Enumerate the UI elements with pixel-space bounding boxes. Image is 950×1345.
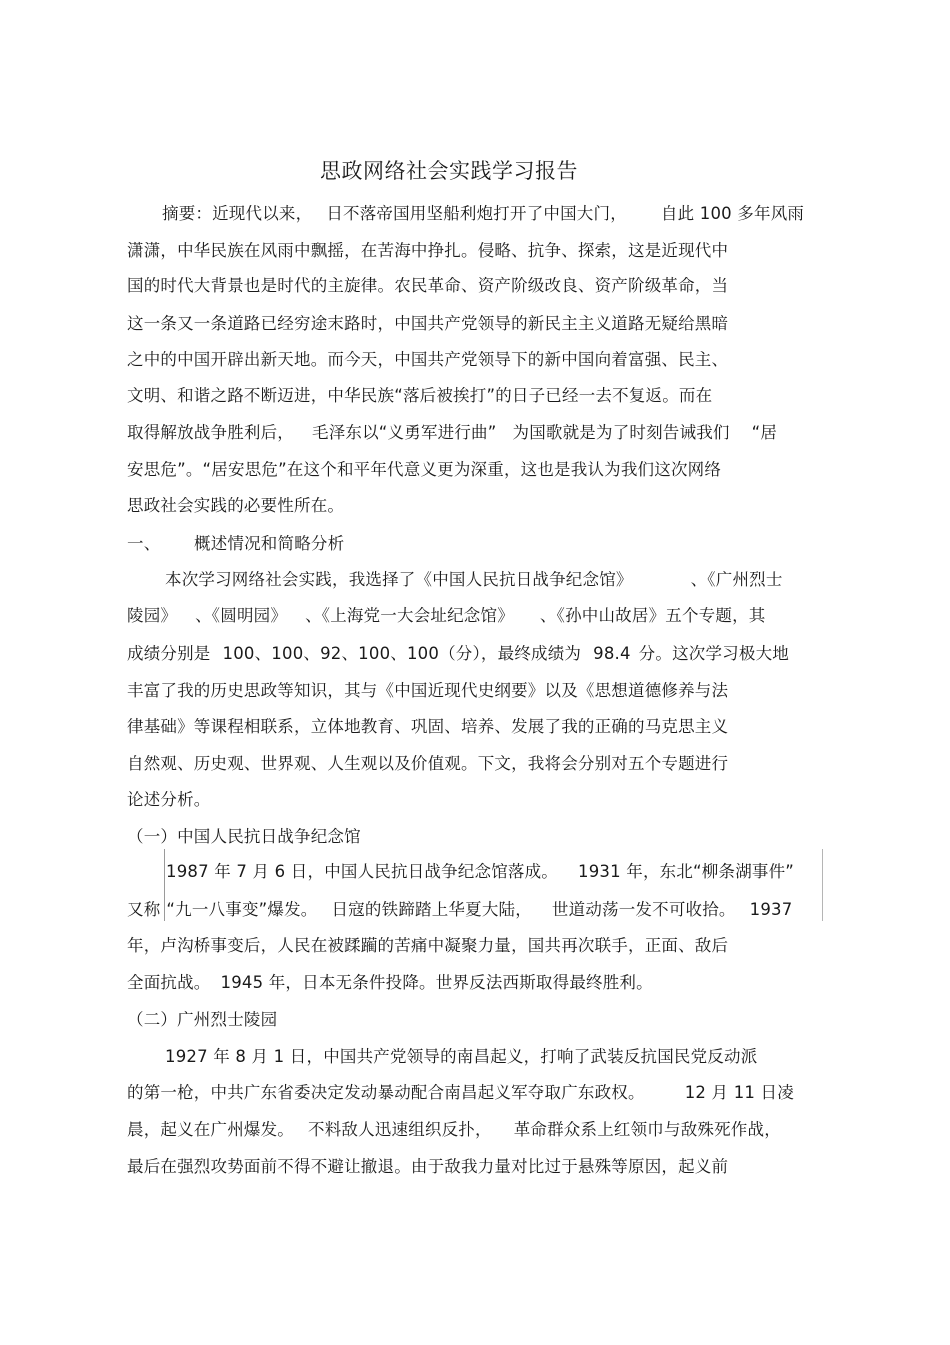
section-segment: 、《广州烈士	[690, 570, 783, 589]
section-segment: 分。这次学习极大地	[638, 644, 789, 663]
subsection-line	[127, 1082, 794, 1104]
subsection-segment: 1937	[749, 900, 793, 919]
section-segment: 98.4	[593, 644, 631, 663]
section-line	[127, 643, 789, 665]
subsection-line	[127, 1119, 781, 1141]
section-heading: 概述情况和简略分析	[194, 534, 345, 553]
subsection-segment: 又称	[127, 900, 161, 919]
subsection-segment: 革命群众系上红领巾与敌殊死作战，	[513, 1120, 781, 1139]
section-segment: 成绩分别是	[127, 644, 211, 663]
subsection-line	[166, 861, 794, 883]
abstract-line: 之中的中国开辟出新天地。而今天，中国共产党领导下的新中国向着富强、民主、	[127, 350, 729, 369]
document-title: 思政网络社会实践学习报告	[320, 159, 578, 183]
section-segment: 本次学习网络社会实践，我选择了《中国人民抗日战争纪念馆》	[165, 570, 633, 589]
subsection-segment: 晨，起义在广州爆发。	[127, 1120, 294, 1139]
section-line: 律基础》等课程相联系，立体地教育、巩固、培养、发展了我的正确的马克思主义	[127, 717, 729, 736]
abstract-segment: 日不落帝国用坚船利炮打开了中国大门，	[326, 204, 627, 223]
abstract-line: 思政社会实践的必要性所在。	[127, 496, 345, 515]
subsection-segment: 不料敌人迅速组织反扑，	[308, 1120, 492, 1139]
subsection-line	[127, 899, 792, 921]
subsection-heading: （二）广州烈士陵园	[127, 1010, 278, 1029]
abstract-line: 文明、和谐之路不断迈进，中华民族“落后被挨打”的日子已经一去不复返。而在	[127, 386, 713, 405]
section-line	[165, 569, 783, 591]
abstract-line	[127, 422, 777, 444]
subsection-segment: 1931 年，东北“柳条湖事件”	[578, 862, 795, 881]
subsection-segment: 的第一枪，中共广东省委决定发动暴动配合南昌起义军夺取广东政权。	[127, 1083, 645, 1102]
section-line: 自然观、历史观、世界观、人生观以及价值观。下文，我将会分别对五个专题进行	[127, 754, 729, 773]
subsection-heading: （一）中国人民抗日战争纪念馆	[127, 827, 361, 846]
subsection-segment: “九一八事变”爆发。	[166, 900, 318, 919]
subsection-line: 1927 年 8 月 1 日，中国共产党领导的南昌起义，打响了武装反抗国民党反动派	[165, 1047, 758, 1066]
abstract-line: 安思危”。“居安思危”在这个和平年代意义更为深重，这也是我认为我们这次网络	[127, 460, 722, 479]
section-segment: 100、100、92、100、100（分），最终成绩为	[222, 644, 582, 663]
section-segment: 陵园》	[127, 606, 178, 625]
abstract-segment: 摘要：近现代以来，	[162, 204, 313, 223]
subsection-segment: 1987 年 7 月 6 日，中国人民抗日战争纪念馆落成。	[166, 862, 559, 881]
abstract-segment: 取得解放战争胜利后，	[127, 423, 294, 442]
abstract-segment: “居	[751, 423, 778, 442]
abstract-line	[162, 203, 804, 225]
subsection-line	[127, 972, 653, 994]
abstract-line: 潇潇，中华民族在风雨中飘摇，在苦海中挣扎。侵略、抗争、探索，这是近现代中	[127, 241, 729, 260]
section-segment: 、《圆明园》	[195, 606, 288, 625]
abstract-segment: 自此 100 多年风雨	[660, 204, 805, 223]
subsection-segment: 世道动荡一发不可收拾。	[551, 900, 736, 919]
abstract-segment: 毛泽东以“义勇军进行曲”	[312, 423, 497, 442]
section-segment: 、《孙中山故居》五个专题，其	[539, 606, 766, 625]
section-line: 丰富了我的历史思政等知识，其与《中国近现代史纲要》以及《思想道德修养与法	[127, 681, 729, 700]
abstract-segment: 为国歌就是为了时刻告诫我们	[512, 423, 730, 442]
section-segment: 、《上海党一大会址纪念馆》	[305, 606, 514, 625]
section-line	[127, 605, 765, 627]
abstract-line: 国的时代大背景也是时代的主旋律。农民革命、资产阶级改良、资产阶级革命，当	[127, 276, 729, 295]
subsection-line: 年，卢沟桥事变后，人民在被蹂躏的苦痛中凝聚力量，国共再次联手，正面、敌后	[127, 936, 729, 955]
subsection-segment: 12 月 11 日凌	[684, 1083, 794, 1102]
subsection-segment: 1945 年，日本无条件投降。世界反法西斯取得最终胜利。	[220, 973, 653, 992]
subsection-segment: 全面抗战。	[127, 973, 211, 992]
abstract-line: 这一条又一条道路已经穷途末路时，中国共产党领导的新民主主义道路无疑给黑暗	[127, 314, 729, 333]
section-number: 一、	[127, 534, 161, 553]
section-line: 论述分析。	[127, 790, 211, 809]
subsection-segment: 日寇的铁蹄踏上华夏大陆，	[331, 900, 532, 919]
subsection-line: 最后在强烈攻势面前不得不避让撤退。由于敌我力量对比过于悬殊等原因，起义前	[127, 1157, 729, 1176]
